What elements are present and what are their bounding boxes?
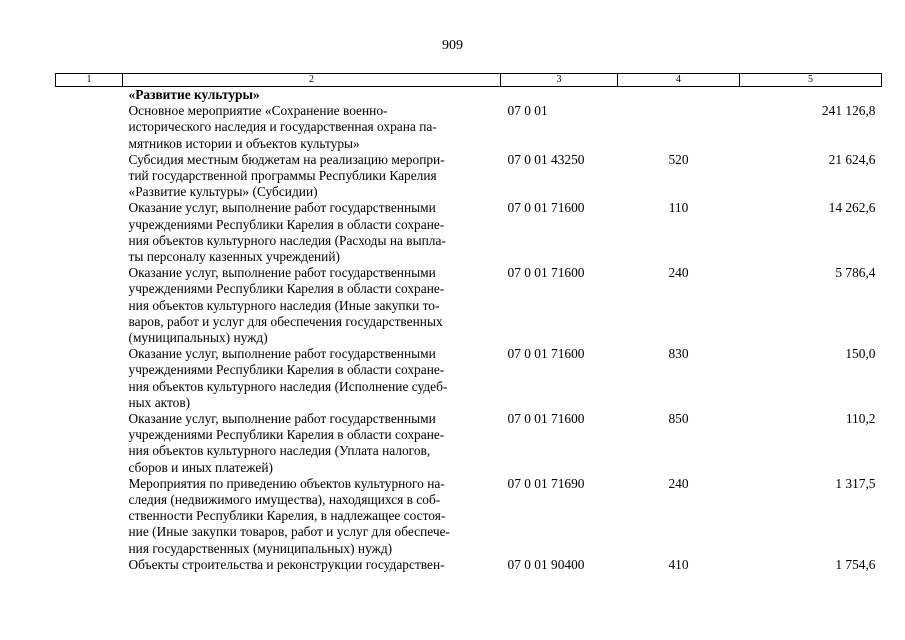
row-name-line: учреждениями Республики Карелия в области сохране- — [128, 362, 445, 378]
row-code: 07 0 01 71600 — [507, 265, 585, 281]
row-name-line: Объекты строительства и реконструкции государствен- — [128, 556, 445, 572]
row-code: 07 0 01 43250 — [507, 151, 585, 167]
row-code: 07 0 01 — [507, 103, 548, 119]
row-name-line: ния объектов культурного наследия (Исполнение судеб- — [128, 378, 448, 394]
row-expense-type: 520 — [668, 151, 689, 167]
row-amount: 241 126,8 — [821, 103, 876, 119]
row-name-line: сборов и иных платежей) — [128, 459, 273, 475]
row-expense-type: 240 — [668, 265, 689, 281]
row-expense-type — [618, 103, 740, 152]
row-code: 07 0 01 71600 — [507, 346, 585, 362]
row-amount: 150,0 — [845, 346, 876, 362]
page-number: 909 — [442, 38, 463, 53]
row-code: 07 0 01 71600 — [507, 200, 585, 216]
row-amount: 21 624,6 — [828, 151, 876, 167]
row-name — [123, 476, 501, 557]
row-name — [123, 557, 501, 573]
row-name-line: ных актов) — [128, 394, 191, 410]
row-name-line: мятников истории и объектов культуры» — [128, 135, 360, 151]
row-name-line: варов, работ и услуг для обеспечения государственных — [128, 313, 443, 329]
table-row — [56, 265, 882, 346]
table-row — [56, 346, 882, 411]
row-amount: 1 317,5 — [835, 475, 876, 491]
row-name-line: ние (Иные закупки товаров, работ и услуг для обеспече- — [128, 524, 451, 540]
row-amount: 110,2 — [845, 411, 876, 427]
row-code: 07 0 01 90400 — [507, 556, 585, 572]
table-row — [56, 152, 882, 201]
row-name — [123, 152, 501, 201]
row-name-line: Субсидия местным бюджетам на реализацию меропри- — [128, 151, 445, 167]
header-col-4: 4 — [618, 74, 740, 87]
header-col-1: 1 — [56, 74, 123, 87]
row-name-line: учреждениями Республики Карелия в области сохране- — [128, 281, 445, 297]
row-number-cell — [56, 346, 123, 411]
row-name-line: ния объектов культурного наследия (Расходы на выпла- — [128, 232, 446, 248]
row-code: 07 0 01 71690 — [507, 475, 585, 491]
table-body — [56, 87, 882, 574]
section-title-row — [56, 87, 882, 104]
row-amount: 14 262,6 — [828, 200, 876, 216]
row-expense-type: 410 — [668, 556, 689, 572]
row-name — [123, 411, 501, 476]
row-name-line: «Развитие культуры» (Субсидии) — [128, 184, 318, 200]
row-number-cell — [56, 265, 123, 346]
row-name-line: ния объектов культурного наследия (Уплата налогов, — [128, 443, 431, 459]
table-row — [56, 103, 882, 152]
row-name — [123, 265, 501, 346]
row-expense-type: 240 — [668, 475, 689, 491]
header-col-5: 5 — [740, 74, 882, 87]
row-name-line: Основное мероприятие «Сохранение военно- — [128, 103, 388, 119]
table-row — [56, 476, 882, 557]
row-name-line: учреждениями Республики Карелия в области сохране- — [128, 427, 445, 443]
table-row — [56, 411, 882, 476]
row-amount: 1 754,6 — [835, 556, 876, 572]
row-name-line: ты персоналу казенных учреждений) — [128, 249, 340, 265]
row-number-cell — [56, 200, 123, 265]
row-name-line: учреждениями Республики Карелия в области сохране- — [128, 216, 445, 232]
row-number-cell — [56, 476, 123, 557]
table-header — [56, 74, 882, 87]
row-name — [123, 103, 501, 152]
row-name-line: Оказание услуг, выполнение работ государственными — [128, 200, 436, 216]
row-amount: 5 786,4 — [835, 265, 876, 281]
row-name-line: ния государственных (муниципальных) нужд) — [128, 540, 393, 556]
row-name-line: Мероприятия по приведению объектов культурного на- — [128, 475, 445, 491]
row-number-cell — [56, 103, 123, 152]
header-col-2: 2 — [123, 74, 501, 87]
header-col-3: 3 — [501, 74, 618, 87]
row-name — [123, 200, 501, 265]
table-row — [56, 557, 882, 573]
row-expense-type: 110 — [668, 200, 689, 216]
header-row — [56, 74, 882, 87]
row-name-line: ственности Республики Карелия, в надлежащее состоя- — [128, 508, 446, 524]
row-name-line: Оказание услуг, выполнение работ государственными — [128, 346, 436, 362]
row-name-line: тий государственной программы Республики Карелия — [128, 168, 437, 184]
row-expense-type: 830 — [668, 346, 689, 362]
row-name-line: следия (недвижимого имущества), находящихся в соб- — [128, 492, 441, 508]
row-number-cell — [56, 152, 123, 201]
row-name-line: (муниципальных) нужд) — [128, 330, 268, 346]
budget-table — [55, 73, 882, 573]
row-name — [123, 346, 501, 411]
row-code: 07 0 01 71600 — [507, 411, 585, 427]
row-name-line: исторического наследия и государственная охрана па- — [128, 119, 437, 135]
row-name-line: ния объектов культурного наследия (Иные закупки то- — [128, 297, 440, 313]
row-number-cell — [56, 411, 123, 476]
row-name-line: Оказание услуг, выполнение работ государственными — [128, 265, 436, 281]
section-title: «Развитие культуры» — [128, 87, 260, 102]
row-expense-type: 850 — [668, 411, 689, 427]
row-number-cell — [56, 557, 123, 573]
row-name-line: Оказание услуг, выполнение работ государственными — [128, 411, 436, 427]
table-row — [56, 200, 882, 265]
